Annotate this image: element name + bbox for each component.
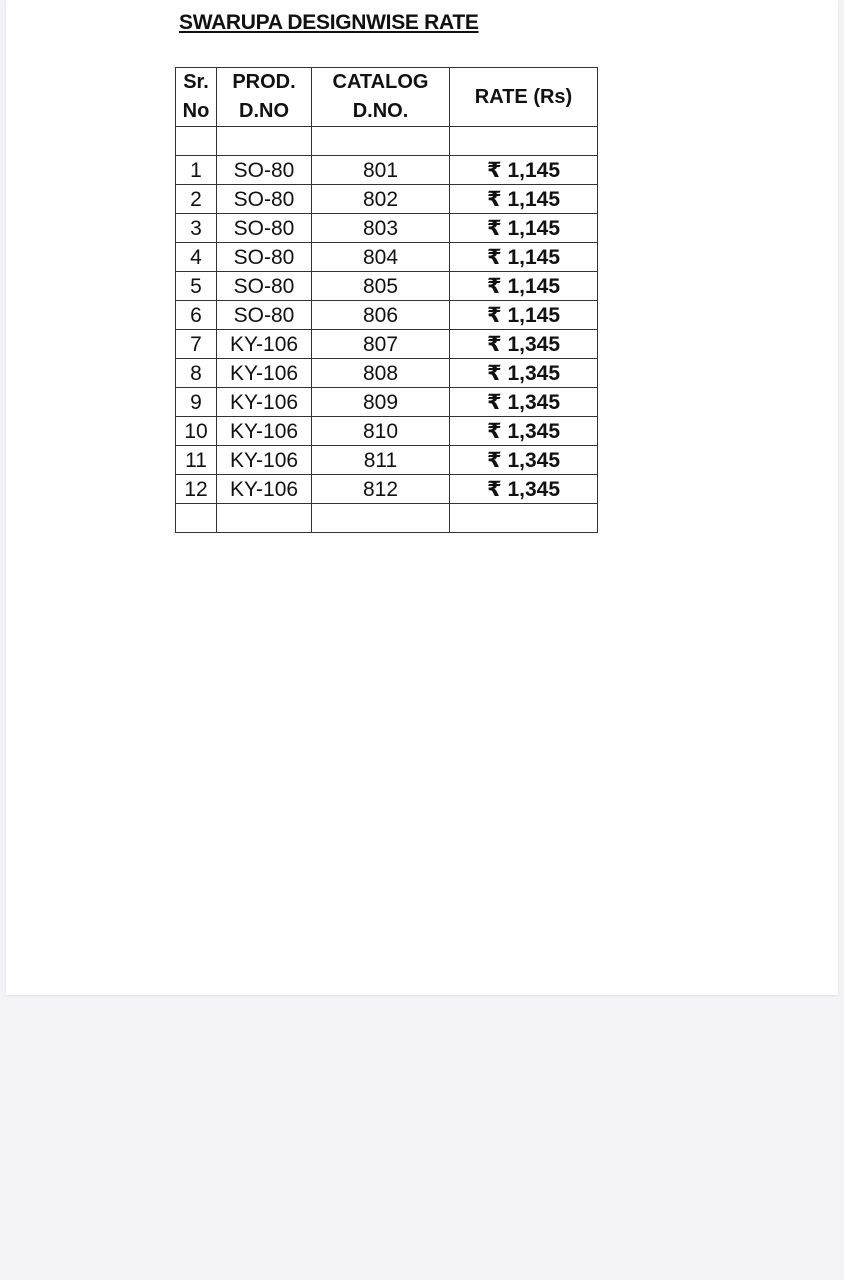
table-row [176,301,598,330]
cell-prod-dno: KY-106 [217,417,312,446]
cell-catalog-dno: 804 [312,243,450,272]
table-row [176,243,598,272]
cell-catalog-dno: 805 [312,272,450,301]
cell-rate: ₹ 1,145 [450,243,598,272]
cell-sr-no: 1 [176,156,217,185]
cell-sr-no: 11 [176,446,217,475]
cell-rate: ₹ 1,345 [450,330,598,359]
cell-rate: ₹ 1,345 [450,388,598,417]
cell-prod-dno: SO-80 [217,214,312,243]
document-title: SWARUPA DESIGNWISE RATE [179,11,479,34]
cell-catalog-dno: 803 [312,214,450,243]
cell-prod-dno: KY-106 [217,446,312,475]
cell-catalog-dno: 806 [312,301,450,330]
cell-prod-dno: KY-106 [217,388,312,417]
cell-catalog-dno: 807 [312,330,450,359]
cell-sr-no: 4 [176,243,217,272]
blank-row [176,127,598,156]
table-row [176,417,598,446]
cell-sr-no: 8 [176,359,217,388]
cell-rate: ₹ 1,145 [450,272,598,301]
cell-sr-no: 2 [176,185,217,214]
table-row [176,359,598,388]
cell-prod-dno: SO-80 [217,272,312,301]
cell-sr-no: 6 [176,301,217,330]
cell-rate: ₹ 1,145 [450,301,598,330]
header-rate: RATE (Rs) [450,68,598,127]
cell-catalog-dno: 809 [312,388,450,417]
table-row [176,272,598,301]
table-row [176,475,598,504]
cell-catalog-dno: 801 [312,156,450,185]
cell-prod-dno: KY-106 [217,330,312,359]
cell-sr-no: 10 [176,417,217,446]
cell-prod-dno: SO-80 [217,185,312,214]
cell-sr-no: 9 [176,388,217,417]
cell-prod-dno: SO-80 [217,243,312,272]
cell-catalog-dno: 810 [312,417,450,446]
table-row [176,388,598,417]
cell-prod-dno: KY-106 [217,475,312,504]
cell-rate: ₹ 1,345 [450,417,598,446]
cell-catalog-dno: 808 [312,359,450,388]
cell-catalog-dno: 802 [312,185,450,214]
cell-catalog-dno: 811 [312,446,450,475]
header-prod-dno: PROD. D.NO [217,68,312,127]
cell-sr-no: 7 [176,330,217,359]
table-row [176,330,598,359]
table-row [176,185,598,214]
blank-row [176,504,598,533]
cell-rate: ₹ 1,345 [450,446,598,475]
table-header-row [176,68,598,127]
table-row [176,156,598,185]
cell-rate: ₹ 1,145 [450,156,598,185]
cell-rate: ₹ 1,145 [450,214,598,243]
cell-prod-dno: KY-106 [217,359,312,388]
cell-sr-no: 3 [176,214,217,243]
cell-catalog-dno: 812 [312,475,450,504]
cell-rate: ₹ 1,345 [450,359,598,388]
header-sr-no: Sr. No [176,68,217,127]
table-row [176,446,598,475]
header-catalog-dno: CATALOG D.NO. [312,68,450,127]
cell-prod-dno: SO-80 [217,156,312,185]
table-row [176,214,598,243]
cell-rate: ₹ 1,345 [450,475,598,504]
cell-sr-no: 12 [176,475,217,504]
cell-sr-no: 5 [176,272,217,301]
cell-prod-dno: SO-80 [217,301,312,330]
document-page [6,0,838,995]
rate-table [175,67,598,533]
cell-rate: ₹ 1,145 [450,185,598,214]
